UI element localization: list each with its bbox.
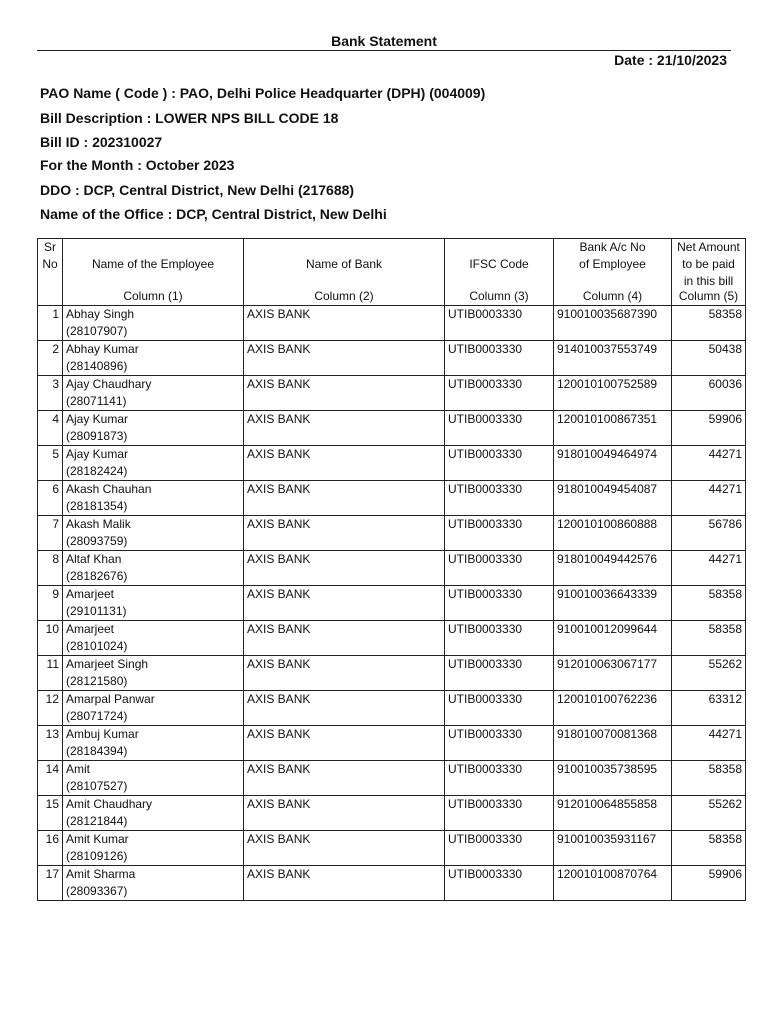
ifsc-cell: UTIB0003330: [445, 411, 554, 446]
ifsc-cell: UTIB0003330: [445, 376, 554, 411]
table-row: [38, 411, 746, 446]
employee-name-cell: [63, 411, 244, 446]
employee-name-cell: [63, 341, 244, 376]
account-number-cell: 910010035687390: [554, 306, 672, 341]
net-amount-cell: 59906: [672, 866, 746, 901]
employee-name-cell: [63, 516, 244, 551]
employee-code: (28107907): [66, 324, 128, 338]
table-row: [38, 586, 746, 621]
employee-name: Ajay Kumar: [66, 412, 129, 426]
header-account-number: Bank A/c No of Employee Column (4): [554, 239, 672, 306]
ifsc-cell: UTIB0003330: [445, 831, 554, 866]
employee-code: (28101024): [66, 639, 128, 653]
sr-no-cell: 4: [38, 411, 63, 446]
employee-code: (28107527): [66, 779, 128, 793]
table-row: [38, 866, 746, 901]
table-row: [38, 516, 746, 551]
bank-name-cell: AXIS BANK: [244, 691, 445, 726]
employee-name: Ajay Kumar: [66, 447, 129, 461]
net-amount-cell: 55262: [672, 656, 746, 691]
employee-name-cell: [63, 446, 244, 481]
ifsc-cell: UTIB0003330: [445, 481, 554, 516]
sr-no-cell: 10: [38, 621, 63, 656]
office-name: Name of the Office : DCP, Central District, New Delhi: [40, 206, 387, 222]
table-row: [38, 306, 746, 341]
account-number-cell: 120010100860888: [554, 516, 672, 551]
bank-name-cell: AXIS BANK: [244, 796, 445, 831]
ifsc-cell: UTIB0003330: [445, 726, 554, 761]
employee-code: (28093367): [66, 884, 128, 898]
employee-name: Abhay Kumar: [66, 342, 139, 356]
header-ifsc-code: IFSC Code Column (3): [445, 239, 554, 306]
sr-no-cell: 12: [38, 691, 63, 726]
header-net-amount: Net Amount to be paid in this bill Column (5): [672, 239, 746, 306]
bank-name-cell: AXIS BANK: [244, 481, 445, 516]
account-number-cell: 918010049454087: [554, 481, 672, 516]
employee-name: Amarjeet: [66, 622, 115, 636]
employee-code: (28184394): [66, 744, 128, 758]
employee-name-cell: [63, 586, 244, 621]
bank-name-cell: AXIS BANK: [244, 656, 445, 691]
net-amount-cell: 56786: [672, 516, 746, 551]
table-row: [38, 831, 746, 866]
net-amount-cell: 59906: [672, 411, 746, 446]
employee-code: (28093759): [66, 534, 128, 548]
net-amount-cell: 58358: [672, 306, 746, 341]
employee-name-cell: [63, 831, 244, 866]
account-number-cell: 918010049442576: [554, 551, 672, 586]
employee-code: (29101131): [66, 604, 127, 618]
net-amount-cell: 44271: [672, 481, 746, 516]
employee-code: (28071141): [66, 394, 127, 408]
sr-no-cell: 3: [38, 376, 63, 411]
employee-name-cell: [63, 306, 244, 341]
sr-no-cell: 11: [38, 656, 63, 691]
ifsc-cell: UTIB0003330: [445, 866, 554, 901]
account-number-cell: 912010063067177: [554, 656, 672, 691]
account-number-cell: 910010035931167: [554, 831, 672, 866]
net-amount-cell: 44271: [672, 726, 746, 761]
sr-no-cell: 6: [38, 481, 63, 516]
sr-no-cell: 5: [38, 446, 63, 481]
employee-name: Amit Sharma: [66, 867, 136, 881]
bank-name-cell: AXIS BANK: [244, 341, 445, 376]
net-amount-cell: 63312: [672, 691, 746, 726]
bank-name-cell: AXIS BANK: [244, 866, 445, 901]
employee-name-cell: [63, 621, 244, 656]
employee-code: (28181354): [66, 499, 128, 513]
net-amount-cell: 60036: [672, 376, 746, 411]
table-row: [38, 481, 746, 516]
account-number-cell: 910010035738595: [554, 761, 672, 796]
account-number-cell: 918010049464974: [554, 446, 672, 481]
sr-no-cell: 14: [38, 761, 63, 796]
table-row: [38, 446, 746, 481]
table-row: [38, 621, 746, 656]
employee-name: Altaf Khan: [66, 552, 122, 566]
table-row: [38, 796, 746, 831]
bank-name-cell: AXIS BANK: [244, 586, 445, 621]
employee-name-cell: [63, 376, 244, 411]
account-number-cell: 120010100867351: [554, 411, 672, 446]
employee-code: (28140896): [66, 359, 128, 373]
bank-name-cell: AXIS BANK: [244, 551, 445, 586]
bill-description: Bill Description : LOWER NPS BILL CODE 18: [40, 110, 339, 126]
bank-name-cell: AXIS BANK: [244, 411, 445, 446]
net-amount-cell: 55262: [672, 796, 746, 831]
ifsc-cell: UTIB0003330: [445, 691, 554, 726]
net-amount-cell: 58358: [672, 621, 746, 656]
employee-name-cell: [63, 481, 244, 516]
employee-code: (28071724): [66, 709, 128, 723]
net-amount-cell: 58358: [672, 586, 746, 621]
ifsc-cell: UTIB0003330: [445, 306, 554, 341]
account-number-cell: 918010070081368: [554, 726, 672, 761]
sr-no-cell: 7: [38, 516, 63, 551]
table-row: [38, 761, 746, 796]
sr-no-cell: 9: [38, 586, 63, 621]
employee-name-cell: [63, 551, 244, 586]
employee-name-cell: [63, 656, 244, 691]
employee-name-cell: [63, 726, 244, 761]
employee-name: Amarpal Panwar: [66, 692, 155, 706]
header-employee-name: Name of the Employee Column (1): [63, 239, 244, 306]
ifsc-cell: UTIB0003330: [445, 621, 554, 656]
employee-code: (28121844): [66, 814, 128, 828]
employee-name: Amit Chaudhary: [66, 797, 153, 811]
employee-name: Akash Chauhan: [66, 482, 152, 496]
employee-code: (28182676): [66, 569, 128, 583]
table-row: [38, 691, 746, 726]
account-number-cell: 120010100870764: [554, 866, 672, 901]
employee-code: (28182424): [66, 464, 128, 478]
employee-name-cell: [63, 796, 244, 831]
pao-name: PAO Name ( Code ) : PAO, Delhi Police Headquarter (DPH) (004009): [40, 85, 486, 101]
employee-code: (28121580): [66, 674, 128, 688]
employee-table: [37, 238, 746, 901]
table-row: [38, 726, 746, 761]
sr-no-cell: 16: [38, 831, 63, 866]
employee-name: Ambuj Kumar: [66, 727, 139, 741]
bank-name-cell: AXIS BANK: [244, 726, 445, 761]
net-amount-cell: 44271: [672, 551, 746, 586]
sr-no-cell: 15: [38, 796, 63, 831]
for-the-month: For the Month : October 2023: [40, 157, 235, 173]
account-number-cell: 912010064855858: [554, 796, 672, 831]
statement-date: Date : 21/10/2023: [614, 52, 727, 68]
employee-name: Amarjeet: [66, 587, 115, 601]
ifsc-cell: UTIB0003330: [445, 446, 554, 481]
employee-name-cell: [63, 866, 244, 901]
bank-name-cell: AXIS BANK: [244, 516, 445, 551]
employee-name: Ajay Chaudhary: [66, 377, 152, 391]
net-amount-cell: 50438: [672, 341, 746, 376]
employee-name: Akash Malik: [66, 517, 131, 531]
ifsc-cell: UTIB0003330: [445, 761, 554, 796]
employee-code: (28091873): [66, 429, 128, 443]
employee-name-cell: [63, 761, 244, 796]
page-title: Bank Statement: [331, 33, 437, 49]
net-amount-cell: 58358: [672, 761, 746, 796]
employee-name: Amarjeet Singh: [66, 657, 149, 671]
employee-name: Amit: [66, 762, 90, 776]
net-amount-cell: 58358: [672, 831, 746, 866]
bank-name-cell: AXIS BANK: [244, 621, 445, 656]
net-amount-cell: 44271: [672, 446, 746, 481]
bank-name-cell: AXIS BANK: [244, 376, 445, 411]
table-row: [38, 341, 746, 376]
title-divider: [37, 50, 731, 51]
bank-name-cell: AXIS BANK: [244, 761, 445, 796]
table-header-row: [38, 239, 746, 306]
employee-name: Abhay Singh: [66, 307, 135, 321]
employee-name: Amit Kumar: [66, 832, 129, 846]
account-number-cell: 914010037553749: [554, 341, 672, 376]
employee-code: (28109126): [66, 849, 128, 863]
sr-no-cell: 2: [38, 341, 63, 376]
account-number-cell: 910010036643339: [554, 586, 672, 621]
table-row: [38, 656, 746, 691]
account-number-cell: 910010012099644: [554, 621, 672, 656]
ifsc-cell: UTIB0003330: [445, 586, 554, 621]
bill-id: Bill ID : 202310027: [40, 134, 163, 150]
account-number-cell: 120010100762236: [554, 691, 672, 726]
ddo: DDO : DCP, Central District, New Delhi (217688): [40, 182, 355, 198]
bank-name-cell: AXIS BANK: [244, 306, 445, 341]
ifsc-cell: UTIB0003330: [445, 516, 554, 551]
header-sr-no: Sr No: [38, 239, 63, 306]
employee-name-cell: [63, 691, 244, 726]
table-row: [38, 376, 746, 411]
sr-no-cell: 17: [38, 866, 63, 901]
sr-no-cell: 13: [38, 726, 63, 761]
sr-no-cell: 1: [38, 306, 63, 341]
ifsc-cell: UTIB0003330: [445, 551, 554, 586]
table-row: [38, 551, 746, 586]
sr-no-cell: 8: [38, 551, 63, 586]
bank-name-cell: AXIS BANK: [244, 831, 445, 866]
ifsc-cell: UTIB0003330: [445, 796, 554, 831]
account-number-cell: 120010100752589: [554, 376, 672, 411]
bank-name-cell: AXIS BANK: [244, 446, 445, 481]
ifsc-cell: UTIB0003330: [445, 341, 554, 376]
ifsc-cell: UTIB0003330: [445, 656, 554, 691]
header-bank-name: Name of Bank Column (2): [244, 239, 445, 306]
